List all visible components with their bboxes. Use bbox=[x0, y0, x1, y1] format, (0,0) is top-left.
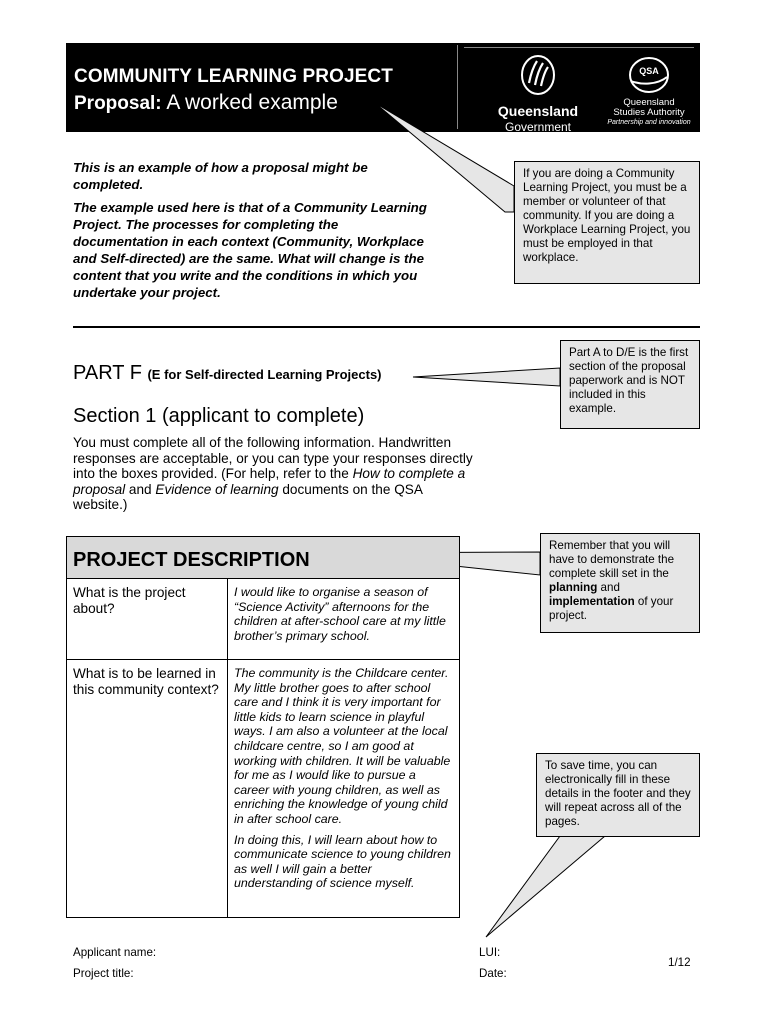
subtitle-rest: A worked example bbox=[166, 91, 338, 114]
footer-lui[interactable]: LUI: bbox=[479, 946, 501, 959]
answer-text: The community is the Childcare center. My little brother goes to after school care and I think it is very important for little kids to learn science in playful ways. I am also a volunteer at the local childcare centre, so I am good at working with children. It will be valuable for me as I would like to pursue a career with young children, as well as enriching the knowledge of young child in after school care. bbox=[234, 666, 451, 826]
callout-pointer-community bbox=[375, 103, 514, 212]
qsa-logo-line2: Studies Authority bbox=[613, 107, 685, 118]
callout-pointer-footer bbox=[486, 836, 605, 937]
qld-logo-line1: Queensland bbox=[497, 103, 579, 119]
callout-footer: To save time, you can electronically fill in these details in the footer and they will repeat across all of the pages. bbox=[536, 753, 700, 837]
table-answer[interactable] bbox=[228, 660, 459, 917]
intro-paragraph-1: This is an example of how a proposal might be completed. bbox=[73, 160, 368, 192]
qsa-logo-line1: Queensland bbox=[623, 97, 675, 108]
intro-paragraph-2: The example used here is that of a Community Learning Project. The processes for completing the documentation in each context (Community, Workplace and Self-directed) are the same. What will change is the content that you write and the conditions in which you undertake your project. bbox=[73, 200, 427, 300]
instructions-and: and bbox=[125, 481, 156, 497]
callout-parts: Part A to D/E is the first section of the proposal paperwork and is NOT included in this example. bbox=[560, 340, 700, 429]
table-row bbox=[66, 578, 460, 660]
instructions-text-1: You must complete all of the following information. Handwritten responses are acceptable, or you can type your responses directly into the boxes provided. (For help, refer to the bbox=[73, 435, 473, 482]
callout-skills-implementation: implementation bbox=[549, 595, 635, 608]
table-row bbox=[66, 660, 460, 918]
table-question: What is to be learned in this community context? bbox=[67, 660, 228, 917]
table-answer[interactable] bbox=[228, 579, 459, 659]
table-question: What is the project about? bbox=[67, 579, 228, 659]
callout-pointer-parts bbox=[413, 368, 560, 386]
table-heading: PROJECT DESCRIPTION bbox=[66, 536, 460, 578]
callout-skills bbox=[540, 533, 700, 633]
footer-applicant-name[interactable]: Applicant name: bbox=[73, 946, 157, 959]
instructions-ref-1: How to complete a proposal bbox=[73, 466, 466, 497]
project-description-table bbox=[66, 536, 460, 918]
qsa-mark: QSA bbox=[639, 66, 659, 76]
footer-project-title[interactable]: Project title: bbox=[73, 967, 134, 980]
section-heading: Section 1 (applicant to complete) bbox=[73, 405, 365, 427]
part-note: (E for Self-directed Learning Projects) bbox=[147, 367, 382, 382]
answer-text-2: In doing this, I will learn about how to communicate science to young children as well I will gain a better understanding of science myself. bbox=[234, 832, 451, 891]
section-divider bbox=[73, 326, 700, 328]
document-title: COMMUNITY LEARNING PROJECT bbox=[74, 66, 393, 87]
part-label: PART F bbox=[73, 362, 142, 384]
callout-community: If you are doing a Community Learning Project, you must be a member or volunteer of that community. If you are doing a Workplace Learning Project, you must be employed in that workplace. bbox=[514, 161, 700, 284]
callout-skills-and: and bbox=[600, 581, 620, 594]
footer-date[interactable]: Date: bbox=[479, 967, 507, 980]
instructions-text-2: documents on the QSA website.) bbox=[73, 481, 423, 513]
callout-skills-pre: Remember that you will have to demonstrate the complete skill set in the bbox=[549, 539, 675, 580]
instructions bbox=[73, 435, 473, 513]
instructions-ref-2: Evidence of learning bbox=[155, 481, 279, 497]
subtitle-bold: Proposal: bbox=[74, 93, 162, 114]
callout-skills-planning: planning bbox=[549, 581, 598, 594]
qld-logo-line2: Government bbox=[504, 120, 572, 134]
callout-skills-post: of your project. bbox=[549, 595, 674, 622]
qsa-tagline: Partnership and innovation bbox=[607, 119, 691, 126]
page-number: 1/12 bbox=[668, 956, 691, 969]
part-heading bbox=[73, 362, 382, 385]
answer-text: I would like to organise a season of “Science Activity” afternoons for the children at after-school care at my little brother’s primary school. bbox=[234, 585, 446, 643]
